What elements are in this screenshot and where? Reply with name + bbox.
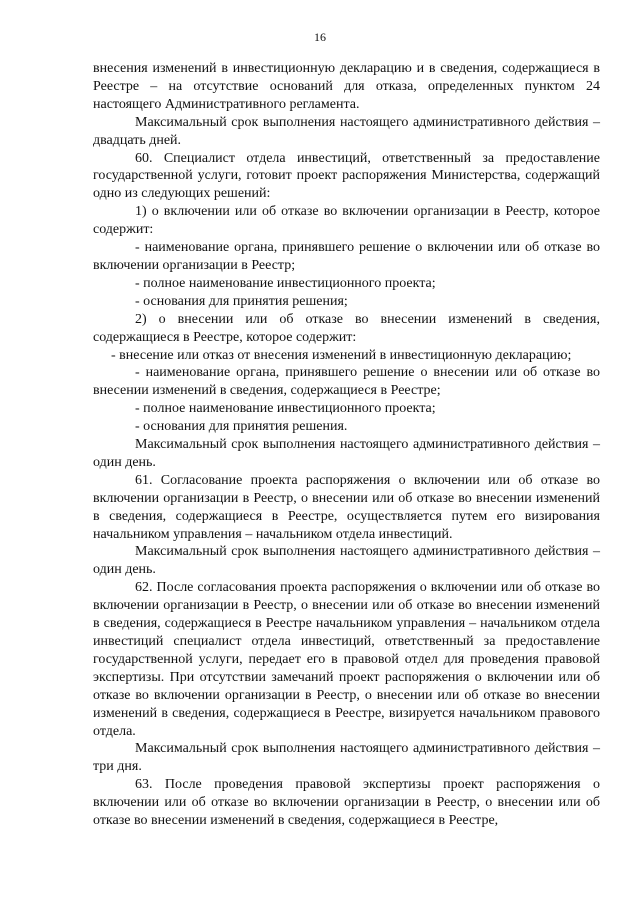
page-number: 16 [314,30,326,44]
paragraph-subitem-1: 1) о включении или об отказе во включении организации в Реестр, которое содержит: [93,204,600,238]
paragraph-item-60: 60. Специалист отдела инвестиций, ответственный за предоставление государственной услуги, готовит проект распоряжения Министерства, содержащий одно из следующих решений: [93,150,600,202]
paragraph-deadline: Максимальный срок выполнения настоящего административного действия – один день. [93,544,600,578]
paragraph-bullet: - основания для принятия решения; [135,293,348,309]
paragraph-item-61: 61. Согласование проекта распоряжения о включении или об отказе во включении организации в Реестр, о внесении или об отказе во внесении изменений в сведения, содержащиеся в Реестре, осуществляется путем его визирования начальником управления – начальником отдела инвестиций. [93,472,600,542]
paragraph-item-62: 62. После согласования проекта распоряжения о включении или об отказе во включении организации в Реестр, о внесении или об отказе во внесении изменений в сведения, содержащиеся в Реестре начальником управления – начальником отдела инвестиций специалист отдела инвестиций, ответственный за предоставление государственной услуги, передает его в правовой отдел для проведения правовой экспертизы. При отсутствии замечаний проект распоряжения о включении или об отказе во включении организации в Реестр, о внесении или об отказе во внесении изменений в сведения, содержащиеся в Реестре, визируется начальником правового отдела. [93,580,600,739]
document-body [93,60,600,830]
paragraph-bullet: - полное наименование инвестиционного проекта; [135,401,436,417]
paragraph-bullet: - наименование органа, принявшего решение о внесении или об отказе во внесении изменений в сведения, содержащиеся в Реестре; [93,365,600,399]
paragraph-subitem-2: 2) о внесении или об отказе во внесении изменений в сведения, содержащиеся в Реестре, которое содержит: [93,311,600,345]
paragraph-bullet: - полное наименование инвестиционного проекта; [135,275,436,291]
paragraph-continuation: внесения изменений в инвестиционную декларацию и в сведения, содержащиеся в Реестре – на отсутствие оснований для отказа, определенных пунктом 24 настоящего Административного регламента. [93,61,600,112]
paragraph-deadline: Максимальный срок выполнения настоящего административного действия – один день. [93,437,600,470]
paragraph-deadline: Максимальный срок выполнения настоящего административного действия – двадцать дней. [93,114,600,148]
paragraph-bullet: - наименование органа, принявшего решение о включении или об отказе во включении организации в Реестр; [93,240,600,273]
paragraph-item-63: 63. После проведения правовой экспертизы проект распоряжения о включении или об отказе во включении организации в Реестр, о внесении или об отказе во внесении изменений в сведения, содержащиеся в Реестре, [93,777,600,829]
paragraph-bullet: - внесение или отказ от внесения изменений в инвестиционную декларацию; [111,347,572,363]
paragraph-bullet: - основания для принятия решения. [135,419,348,435]
paragraph-deadline: Максимальный срок выполнения настоящего административного действия – три дня. [93,741,600,775]
